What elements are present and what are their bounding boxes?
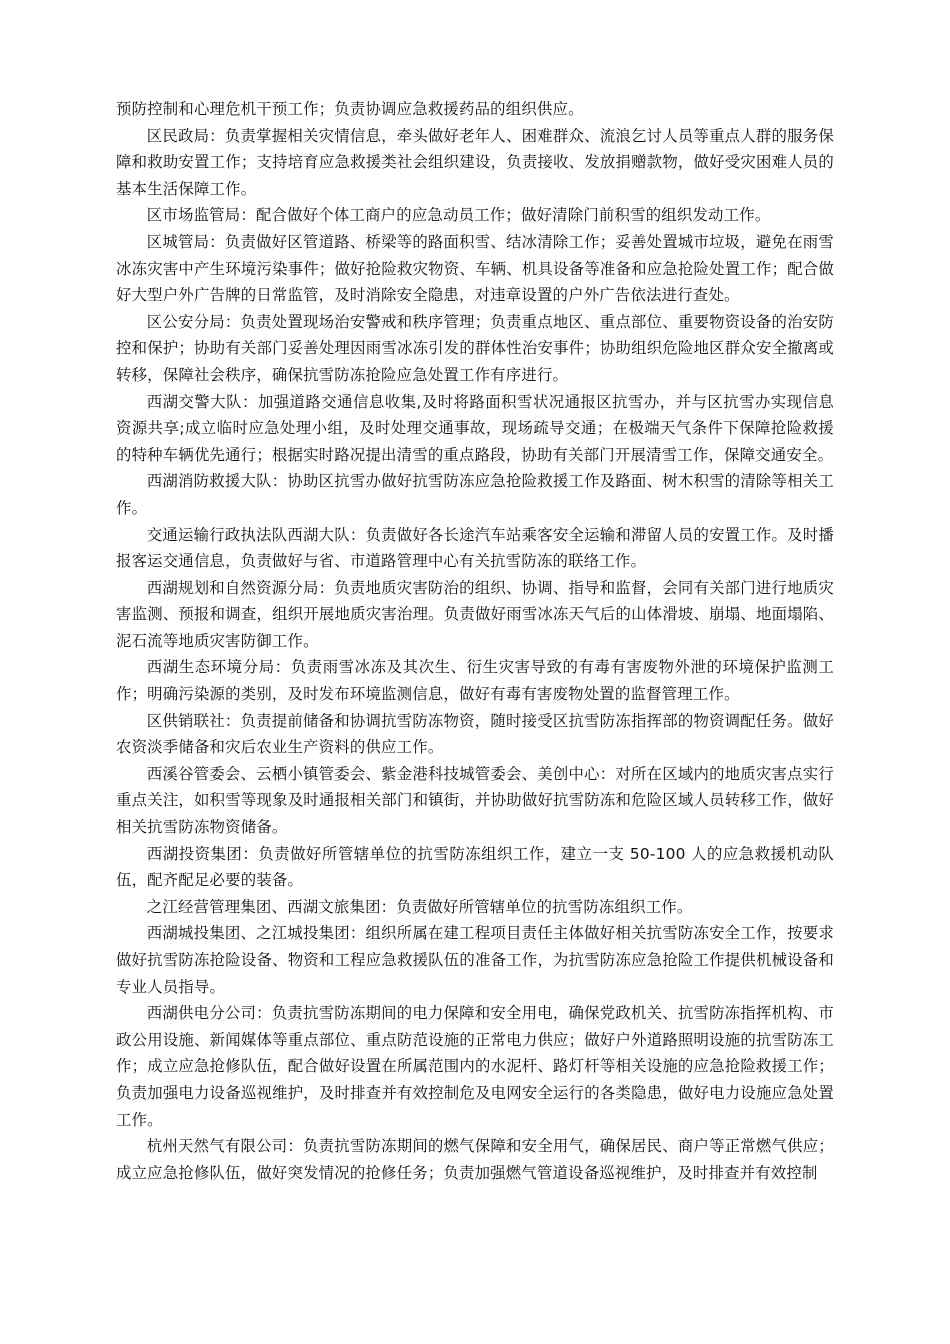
paragraph-traffic-police: 西湖交警大队：加强道路交通信息收集,及时将路面积雪状况通报区抗雪办，并与区抗雪办实现信息资源共享;成立临时应急处理小组，及时处理交通事故，现场疏导交通；在极端天气条件下保障抢险救援的特种车辆优先通行；根据实时路况提出清雪的重点路段，协助有关部门开展清雪工作，保障交通安全。	[116, 392, 834, 464]
paragraph-fire-rescue: 西湖消防救援大队：协助区抗雪办做好抗雪防冻应急抢险救援工作及路面、树木积雪的清除等相关工作。	[116, 472, 834, 517]
paragraph-power-supply: 西湖供电分公司：负责抗雪防冻期间的电力保障和安全用电，确保党政机关、抗雪防冻指挥机构、市政公用设施、新闻媒体等重点部位、重点防范设施的正常电力供应；做好户外道路照明设施的抗雪防冻工作；成立应急抢修队伍，配合做好设置在所属范围内的水泥杆、路灯杆等相关设施的应急抢险救援工作；负责加强电力设备巡视维护，及时排查并有效控制危及电网安全运行的各类隐患，做好电力设施应急处置工作。	[116, 1004, 834, 1129]
paragraph-civil-affairs: 区民政局：负责掌握相关灾情信息，牵头做好老年人、困难群众、流浪乞讨人员等重点人群的服务保障和救助安置工作；支持培育应急救援类社会组织建设，负责接收、发放捐赠款物，做好受灾困难人员的基本生活保障工作。	[116, 126, 834, 198]
paragraph-market-supervision: 区市场监管局：配合做好个体工商户的应急动员工作；做好清除门前积雪的组织发动工作。	[146, 206, 771, 225]
paragraph-zhijiang-tourism-groups: 之江经营管理集团、西湖文旅集团：负责做好所管辖单位的抗雪防冻组织工作。	[146, 897, 693, 916]
paragraph-investment-group: 西湖投资集团：负责做好所管辖单位的抗雪防冻组织工作，建立一支 50-100 人的应急救援机动队伍，配齐配足必要的装备。	[116, 844, 834, 890]
paragraph-planning-resources: 西湖规划和自然资源分局：负责地质灾害防治的组织、协调、指导和监督，会同有关部门进行地质灾害监测、预报和调查，组织开展地质灾害治理。负责做好雨雪冰冻天气后的山体滑坡、崩塌、地面塌陷、泥石流等地质灾害防御工作。	[116, 578, 834, 650]
paragraph-public-security: 区公安分局：负责处置现场治安警戒和秩序管理；负责重点地区、重点部位、重要物资设备的治安防控和保护；协助有关部门妥善处理因雨雪冰冻引发的群体性治安事件；协助组织危险地区群众安全撤离或转移，保障社会秩序，确保抗雪防冻抢险应急处置工作有序进行。	[116, 312, 834, 384]
paragraph-ecology-environment: 西湖生态环境分局：负责雨雪冰冻及其次生、衍生灾害导致的有毒有害废物外泄的环境保护监测工作；明确污染源的类别，及时发布环境监测信息，做好有毒有害废物处置的监督管理工作。	[116, 658, 834, 704]
paragraph-management-committees: 西溪谷管委会、云栖小镇管委会、紫金港科技城管委会、美创中心：对所在区域内的地质灾害点实行重点关注，如积雪等现象及时通报相关部门和镇街，并协助做好抗雪防冻和危险区域人员转移工作，做好相关抗雪防冻物资储备。	[116, 764, 834, 837]
document-page	[116, 96, 834, 1186]
paragraph-urban-management: 区城管局：负责做好区管道路、桥梁等的路面积雪、结冰清除工作；妥善处置城市垃圾，避免在雨雪冰冻灾害中产生环境污染事件；做好抢险救灾物资、车辆、机具设备等准备和应急抢险处置工作；配合做好大型户外广告牌的日常监管，及时消除安全隐患，对违章设置的户外广告依法进行查处。	[116, 232, 834, 305]
paragraph-urban-investment-groups: 西湖城投集团、之江城投集团：组织所属在建工程项目责任主体做好相关抗雪防冻安全工作，按要求做好抗雪防冻抢险设备、物资和工程应急救援队伍的准备工作，为抗雪防冻应急抢险工作提供机械设备和专业人员指导。	[116, 924, 834, 996]
paragraph-health-continued: 预防控制和心理危机干预工作；负责协调应急救援药品的组织供应。	[116, 100, 584, 118]
paragraph-natural-gas: 杭州天然气有限公司：负责抗雪防冻期间的燃气保障和安全用气，确保居民、商户等正常燃气供应；成立应急抢修队伍，做好突发情况的抢修任务；负责加强燃气管道设备巡视维护，及时排查并有效控制	[116, 1137, 834, 1182]
paragraph-supply-cooperative: 区供销联社：负责提前储备和协调抗雪防冻物资，随时接受区抗雪防冻指挥部的物资调配任务。做好农资淡季储备和灾后农业生产资料的供应工作。	[116, 711, 834, 757]
paragraph-transport-enforcement: 交通运输行政执法队西湖大队：负责做好各长途汽车站乘客安全运输和滞留人员的安置工作。及时播报客运交通信息，负责做好与省、市道路管理中心有关抗雪防冻的联络工作。	[116, 525, 834, 571]
